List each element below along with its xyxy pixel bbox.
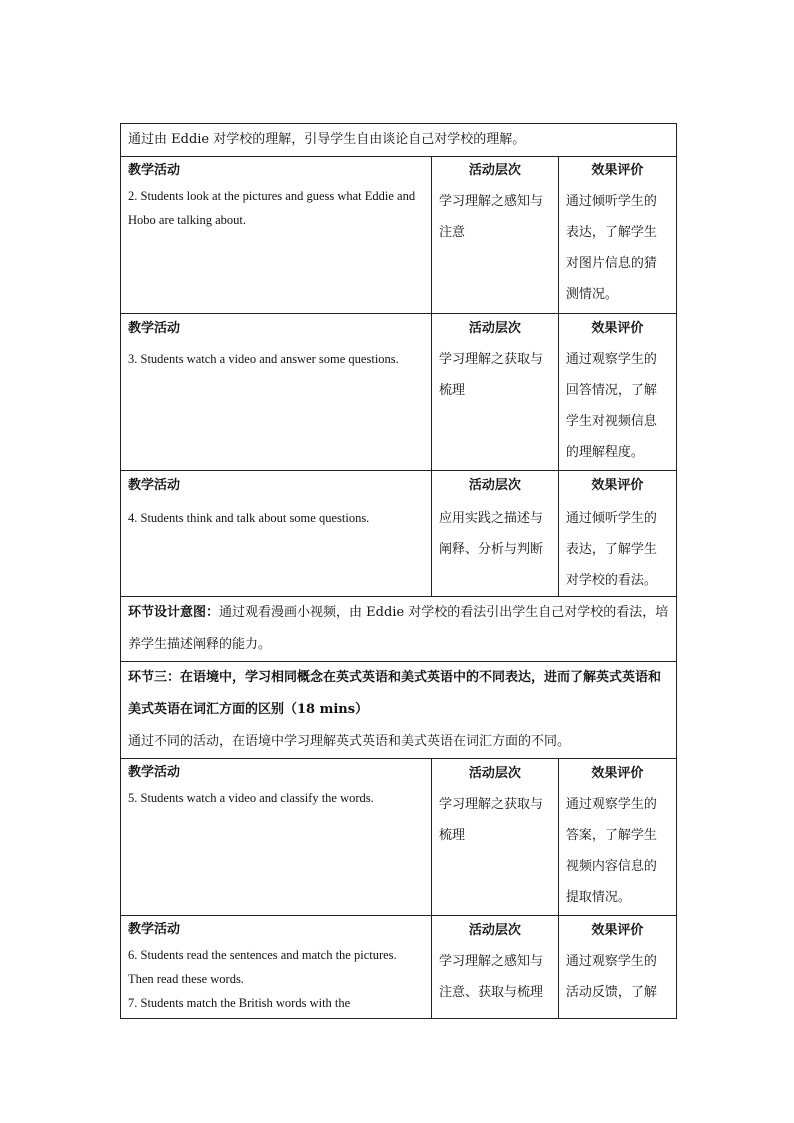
evaluation-text: 通过观察学生的答案，了解学生视频内容信息的提取情况。 [565,797,657,905]
activity-cell [121,759,432,916]
evaluation-text: 通过倾听学生的表达，了解学生对学校的看法。 [565,511,657,588]
activity-header: 教学活动 [128,765,181,780]
activity-header: 教学活动 [128,478,181,493]
evaluation-cell [558,916,676,1019]
activity-header: 教学活动 [128,163,181,178]
activity-cell [121,314,432,471]
evaluation-cell [558,314,676,471]
section3-title: 环节三：在语境中，学习相同概念在英式英语和美式英语中的不同表达，进而了解英式英语和美式英语在词汇方面的区别（18 mins） [128,670,662,717]
level-cell [432,157,559,314]
activity-cell [121,471,432,597]
activity-row-5 [121,759,677,916]
design-intent-label: 环节设计意图： [128,605,220,620]
level-text: 学习理解之获取与梳理 [439,797,544,843]
activity-cell [121,157,432,314]
activity-cell [121,916,432,1019]
evaluation-cell [558,157,676,314]
evaluation-header: 效果评价 [591,163,644,178]
level-header: 活动层次 [468,766,521,781]
evaluation-text: 通过倾听学生的表达，了解学生对图片信息的猜测情况。 [565,194,657,302]
level-text: 学习理解之感知与注意、获取与梳理 [439,954,544,1000]
section3-row [121,662,677,759]
evaluation-header: 效果评价 [591,478,644,493]
activity-text: 4. Students think and talk about some questions. [128,511,370,525]
activity-row-6 [121,916,677,1019]
level-header: 活动层次 [468,321,521,336]
activity-text: 7. Students match the British words with the [128,996,351,1010]
activity-header: 教学活动 [128,922,181,937]
evaluation-header: 效果评价 [591,766,644,781]
design-intent-cell [121,597,677,662]
section3-desc: 通过不同的活动，在语境中学习理解英式英语和美式英语在词汇方面的不同。 [128,734,571,749]
level-header: 活动层次 [468,923,521,938]
intro-text: 通过由 Eddie 对学校的理解，引导学生自由谈论自己对学校的理解。 [121,124,677,157]
evaluation-header: 效果评价 [591,923,644,938]
evaluation-header: 效果评价 [591,321,644,336]
level-cell [432,314,559,471]
evaluation-text: 通过观察学生的回答情况，了解学生对视频信息的理解程度。 [565,352,657,460]
lesson-plan-page [120,123,677,1019]
level-cell [432,471,559,597]
evaluation-cell [558,471,676,597]
section3-cell [121,662,677,759]
design-intent-text: 通过观看漫画小视频，由 Eddie 对学校的看法引出学生自己对学校的看法，培养学生描述阐释的能力。 [128,605,669,652]
design-intent-row [121,597,677,662]
activity-row-2 [121,157,677,314]
level-cell [432,916,559,1019]
evaluation-text: 通过观察学生的活动反馈，了解 [565,954,657,1000]
level-text: 应用实践之描述与阐释、分析与判断 [439,511,544,557]
activity-header: 教学活动 [128,321,181,336]
activity-text: 5. Students watch a video and classify the words. [128,791,374,805]
activity-text: 2. Students look at the pictures and guess what Eddie and Hobo are talking about. [128,189,416,227]
intro-row [121,124,677,157]
activity-text: 6. Students read the sentences and match the pictures. Then read these words. [128,948,397,986]
level-cell [432,759,559,916]
level-header: 活动层次 [468,163,521,178]
activity-row-3 [121,314,677,471]
activity-text: 3. Students watch a video and answer some questions. [128,352,399,366]
level-header: 活动层次 [468,478,521,493]
level-text: 学习理解之获取与梳理 [439,352,544,398]
level-text: 学习理解之感知与注意 [439,194,544,240]
activity-row-4 [121,471,677,597]
lesson-plan-table [120,123,677,1019]
evaluation-cell [558,759,676,916]
